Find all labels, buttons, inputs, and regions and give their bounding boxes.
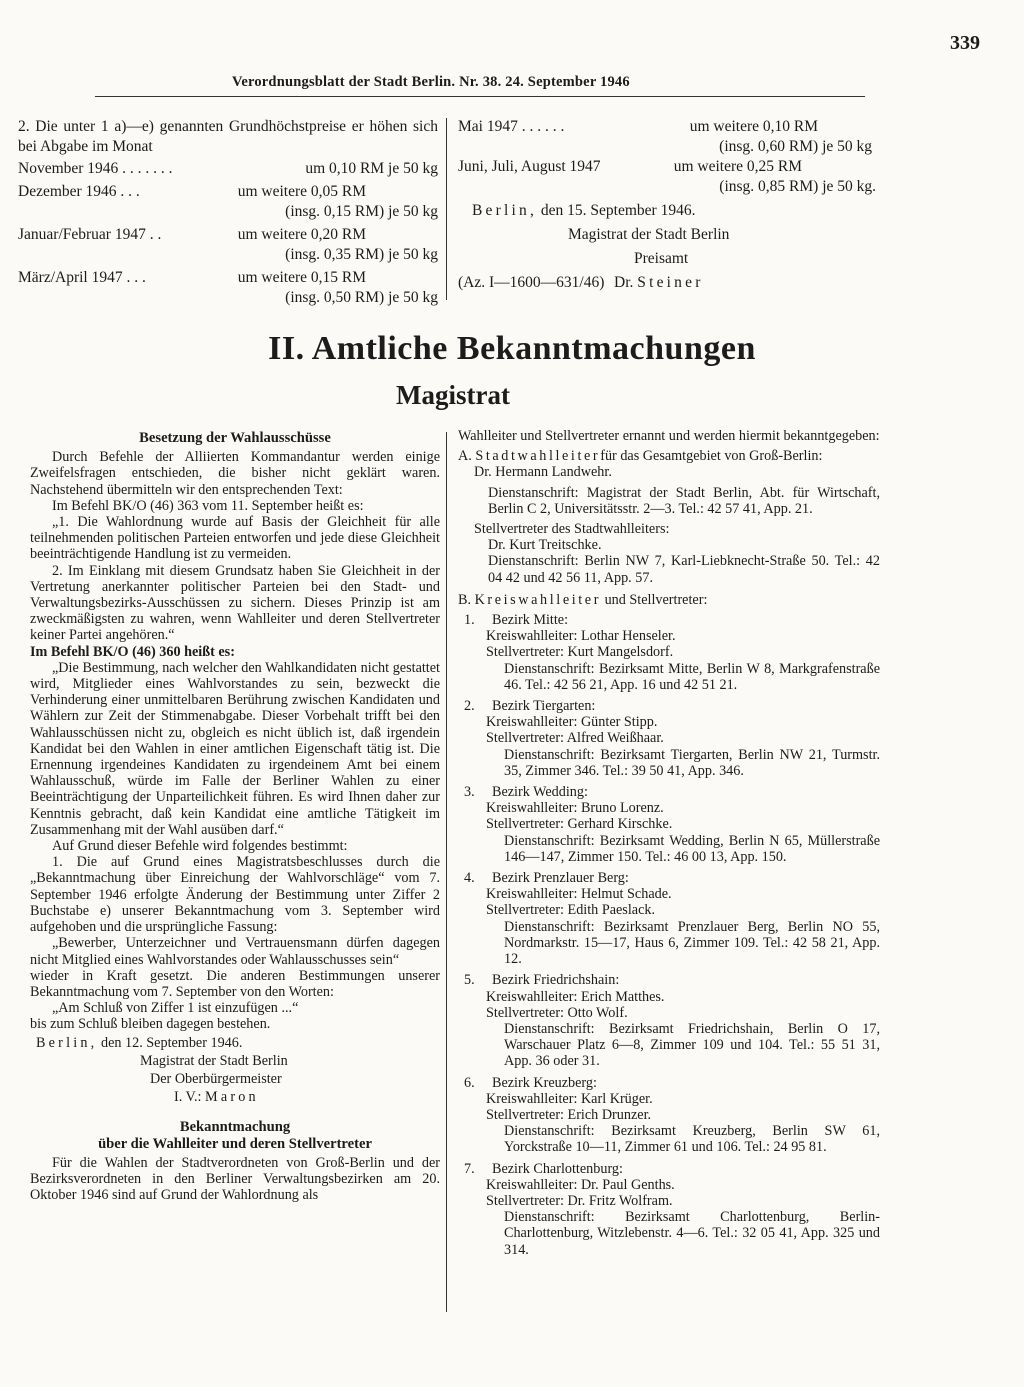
price-total: (insg. 0,15 RM) je 50 kg <box>285 203 438 220</box>
district-deputy: Stellvertreter: Gerhard Kirschke. <box>486 816 673 833</box>
section-b-rest: und Stellvertreter: <box>604 591 708 608</box>
district-entry <box>458 1075 880 1156</box>
office-address: Dienstanschrift: Magistrat der Stadt Berlin, Abt. für Wirtschaft, Berlin C 2, Universitätsstr. 2—3. Tel.: 42 57 41, App. 21. <box>488 484 880 517</box>
district-number: 3. <box>464 784 475 801</box>
date-line <box>458 201 888 221</box>
price-row <box>458 117 818 137</box>
district-name: Bezirk Prenzlauer Berg: <box>492 870 629 887</box>
district-number: 2. <box>464 698 475 715</box>
district-deputy: Stellvertreter: Dr. Fritz Wolfram. <box>486 1192 673 1209</box>
district-deputy: Stellvertreter: Kurt Mangelsdorf. <box>486 644 674 661</box>
price-amount: um weitere 0,20 RM <box>237 226 366 243</box>
price-total: (insg. 0,35 RM) je 50 kg <box>285 246 438 263</box>
date-place: Berlin, <box>472 202 538 219</box>
paragraph: Wahlleiter und Stellvertreter ernannt und werden hiermit bekanntgegeben: <box>458 428 880 444</box>
district-number: 6. <box>464 1074 475 1091</box>
right-column <box>458 428 880 1263</box>
district-name: Bezirk Wedding: <box>492 784 588 801</box>
paragraph: „Am Schluß von Ziffer 1 ist einzufügen ...“ <box>52 1000 299 1017</box>
price-amount: um 0,10 RM je 50 kg <box>305 160 438 177</box>
district-leader: Kreiswahlleiter: Karl Krüger. <box>486 1090 653 1107</box>
district-deputy: Stellvertreter: Alfred Weißhaar. <box>486 730 664 747</box>
org-line: Magistrat der Stadt Berlin <box>140 1052 288 1069</box>
district-list <box>458 612 880 1258</box>
date-line <box>30 1035 440 1051</box>
district-heading <box>458 612 880 628</box>
article-heading: Besetzung der Wahlausschüsse <box>139 430 331 446</box>
section-a-label: Stadtwahlleiter <box>475 448 601 465</box>
signer-name: Steiner <box>637 274 704 291</box>
price-amount: um weitere 0,15 RM <box>237 269 366 286</box>
paragraph: Durch Befehle der Alliierten Kommandantur werden einige Zweifelsfragen entschieden, die bisher nicht geklärt waren. Nachstehend übermitteln wir den entsprechenden Text: <box>30 449 440 498</box>
date-place: Berlin, <box>36 1034 98 1051</box>
price-total: (insg. 0,85 RM) je 50 kg. <box>719 178 876 195</box>
price-amount: um weitere 0,10 RM <box>689 118 818 135</box>
person-name: Dr. Kurt Treitschke. <box>488 537 602 554</box>
price-row <box>458 157 802 177</box>
section-b-heading <box>458 592 880 608</box>
paragraph: 2. Im Einklang mit diesem Grundsatz haben Sie Gleichheit in der Vertretung anerkannter politischer Parteien bei den Stadt- und Verwaltungsbezirks-Ausschüssen zu sichern. Dieses Prinzip ist am zweckmäßigsten zu wahren, wenn Wahlleiter und deren Stellvertreter keiner Partei angehören.“ <box>30 562 440 644</box>
article-heading: über die Wahlleiter und deren Stellvertreter <box>98 1135 372 1152</box>
header-rule <box>95 96 865 97</box>
price-total: (insg. 0,60 RM) je 50 kg <box>719 138 872 155</box>
date-text: den 15. September 1946. <box>540 202 696 219</box>
section-a-rest: für das Gesamtgebiet von Groß-Berlin: <box>600 448 823 465</box>
price-intro: 2. Die unter 1 a)—e) genannten Grundhöchstpreise er höhen sich bei Abgabe im Monat <box>18 118 438 155</box>
section-a-prefix: A. <box>458 448 472 465</box>
price-month: Mai 1947 . . . . . . <box>458 118 565 135</box>
subsection-title: Magistrat <box>396 380 510 410</box>
signer-name: Maron <box>205 1089 259 1106</box>
district-leader: Kreiswahlleiter: Erich Matthes. <box>486 988 665 1005</box>
district-leader: Kreiswahlleiter: Lothar Henseler. <box>486 628 676 645</box>
district-leader: Kreiswahlleiter: Bruno Lorenz. <box>486 800 664 817</box>
paragraph: Im Befehl BK/O (46) 363 vom 11. September heißt es: <box>52 497 364 514</box>
district-office: Dienstanschrift: Bezirksamt Wedding, Berlin N 65, Müllerstraße 146—147, Zimmer 150. Tel.: 46 00 13, App. 150. <box>504 832 880 865</box>
price-amount: um weitere 0,05 RM <box>237 183 366 200</box>
signature-line <box>30 1089 440 1105</box>
person-name: Dr. Hermann Landwehr. <box>474 464 612 481</box>
price-month: Dezember 1946 . . . <box>18 183 140 200</box>
district-entry <box>458 1161 880 1258</box>
paragraph: bis zum Schluß bleiben dagegen bestehen. <box>30 1016 271 1033</box>
district-entry <box>458 972 880 1069</box>
district-heading <box>458 784 880 800</box>
section-b-label: Kreiswahlleiter <box>474 591 602 608</box>
deputy-label: Stellvertreter des Stadtwahlleiters: <box>474 521 670 538</box>
price-table-right <box>458 117 888 293</box>
district-heading <box>458 1075 880 1091</box>
date-text: den 12. September 1946. <box>100 1034 243 1051</box>
price-total: (insg. 0,50 RM) je 50 kg <box>285 289 438 306</box>
paragraph: wieder in Kraft gesetzt. Die anderen Bestimmungen unserer Bekanntmachung vom 7. September von den Worten: <box>30 967 440 1000</box>
paragraph: Im Befehl BK/O (46) 360 heißt es: <box>30 643 235 660</box>
district-entry <box>458 870 880 967</box>
running-header: Verordnungsblatt der Stadt Berlin. Nr. 38. 24. September 1946 <box>232 74 630 90</box>
section-title: II. Amtliche Bekanntmachungen <box>268 330 756 367</box>
district-name: Bezirk Charlottenburg: <box>492 1160 623 1177</box>
paragraph: „Die Bestimmung, nach welcher den Wahlkandidaten nicht gestattet wird, Mitglieder eines Wahlvorstandes zu sein, bezweckt die Verhinderung einer unmittelbaren Berührung zwischen Kandidaten und Wählern zur Zeit der Stimmenabgabe. Dieser Vorbehalt trifft bei den Wahlausschüssen nicht zu, obgleich es nicht üblich ist, daß irgendein Kandidat bei den Wahlen in einer amtlichen Eigenschaft tätig ist. Die Ernennung irgendeines Kandidaten zu irgendeinem Amt bei einem Wahlausschuß, würde im Falle der Berliner Wahlen zu einer Beeinträchtigung der Unparteilichkeit führen. Es wird Ihnen daher zur Kenntnis gebracht, daß kein Kandidat eine amtliche Tätigkeit im Zusammenhang mit der Wahl ausüben darf.“ <box>30 659 440 838</box>
paragraph: Für die Wahlen der Stadtverordneten von Groß-Berlin und der Bezirksverordneten in den Berliner Verwaltungsbezirken am 20. Oktober 1946 sind auf Grund der Wahlordnung als <box>30 1154 440 1204</box>
role-line: Der Oberbürgermeister <box>150 1070 282 1087</box>
district-deputy: Stellvertreter: Erich Drunzer. <box>486 1106 652 1123</box>
reference-number: (Az. I—1600—631/46) <box>458 274 605 291</box>
district-name: Bezirk Friedrichshain: <box>492 972 620 989</box>
district-leader: Kreiswahlleiter: Dr. Paul Genths. <box>486 1176 675 1193</box>
district-entry <box>458 698 880 779</box>
section-a-heading <box>458 448 880 464</box>
district-number: 5. <box>464 972 475 989</box>
district-leader: Kreiswahlleiter: Helmut Schade. <box>486 886 672 903</box>
district-office: Dienstanschrift: Bezirksamt Friedrichshain, Berlin O 17, Warschauer Platz 6—8, Zimmer 109 und 104. Tel.: 55 51 31, App. 36 oder 31. <box>504 1020 880 1070</box>
signer-title: Dr. <box>614 274 634 291</box>
dept-line: Preisamt <box>634 250 689 267</box>
district-office: Dienstanschrift: Bezirksamt Mitte, Berlin W 8, Markgrafenstraße 46. Tel.: 42 56 21, App. 16 und 42 51 21. <box>504 660 880 693</box>
column-divider-bottom <box>446 432 447 1312</box>
left-column <box>30 428 440 1203</box>
price-row <box>18 159 438 179</box>
district-entry <box>458 612 880 693</box>
office-address: Dienstanschrift: Berlin NW 7, Karl-Liebknecht-Straße 50. Tel.: 42 04 42 und 42 56 11, App. 57. <box>488 553 880 586</box>
section-b-prefix: B. <box>458 591 472 608</box>
district-heading <box>458 870 880 886</box>
paragraph: 1. Die auf Grund eines Magistratsbeschlusses durch die „Bekanntmachung über Einreichung der Wahlvorschläge“ vom 7. September 1946 erfolgte Änderung der Bestimmung unter Ziffer 2 Buchstabe e) unserer Bekanntmachung vom 3. September wird aufgehoben und die ursprüngliche Fassung: <box>30 854 440 936</box>
article-heading: Bekanntmachung <box>179 1119 291 1136</box>
column-divider-top <box>446 118 447 300</box>
district-leader: Kreiswahlleiter: Günter Stipp. <box>486 714 658 731</box>
price-table-left <box>18 117 438 308</box>
district-heading <box>458 1161 880 1177</box>
district-office: Dienstanschrift: Bezirksamt Tiergarten, Berlin NW 21, Turmstr. 35, Zimmer 346. Tel.: 39 50 41, App. 346. <box>504 746 880 779</box>
district-number: 7. <box>464 1160 475 1177</box>
district-entry <box>458 784 880 865</box>
district-office: Dienstanschrift: Bezirksamt Charlottenburg, Berlin-Charlottenburg, Witzlebenstr. 4—6. Tel.: 32 05 41, App. 325 und 314. <box>504 1209 880 1258</box>
district-deputy: Stellvertreter: Otto Wolf. <box>486 1004 628 1021</box>
district-deputy: Stellvertreter: Edith Paeslack. <box>486 902 656 919</box>
district-name: Bezirk Tiergarten: <box>492 698 596 715</box>
price-amount: um weitere 0,25 RM <box>673 158 802 175</box>
price-month: März/April 1947 . . . <box>18 269 146 286</box>
page-number: 339 <box>950 32 980 54</box>
price-row <box>18 268 438 288</box>
district-office: Dienstanschrift: Bezirksamt Kreuzberg, Berlin SW 61, Yorckstraße 10—11, Zimmer 61 und 106. Tel.: 24 95 81. <box>504 1123 880 1156</box>
district-number: 4. <box>464 870 475 887</box>
district-name: Bezirk Kreuzberg: <box>492 1074 597 1091</box>
paragraph: „1. Die Wahlordnung wurde auf Basis der Gleichheit für alle teilnehmenden politischen Parteien entworfen und jede diese Gleichheit beeinträchtigende Handlung ist zu vermeiden. <box>30 514 440 563</box>
district-office: Dienstanschrift: Bezirksamt Prenzlauer Berg, Berlin NO 55, Nordmarkstr. 15—17, Haus 6, Zimmer 109. Tel.: 42 58 21, App. 12. <box>504 918 880 968</box>
district-number: 1. <box>464 612 475 629</box>
signer-prefix: I. V.: <box>174 1089 202 1106</box>
price-month: Januar/Februar 1947 . . <box>18 226 162 243</box>
district-name: Bezirk Mitte: <box>492 612 569 629</box>
paragraph: „Bewerber, Unterzeichner und Vertrauensmann dürfen dagegen nicht Mitglied eines Wahlvorstandes oder Wahlausschusses sein“ <box>30 935 440 968</box>
district-heading <box>458 698 880 714</box>
price-row <box>18 225 438 245</box>
price-month: Juni, Juli, August 1947 <box>458 158 601 175</box>
district-heading <box>458 972 880 988</box>
org-line: Magistrat der Stadt Berlin <box>568 226 730 243</box>
price-row <box>18 182 438 202</box>
paragraph: Auf Grund dieser Befehle wird folgendes bestimmt: <box>52 838 348 855</box>
price-month: November 1946 . . . . . . . <box>18 160 173 177</box>
